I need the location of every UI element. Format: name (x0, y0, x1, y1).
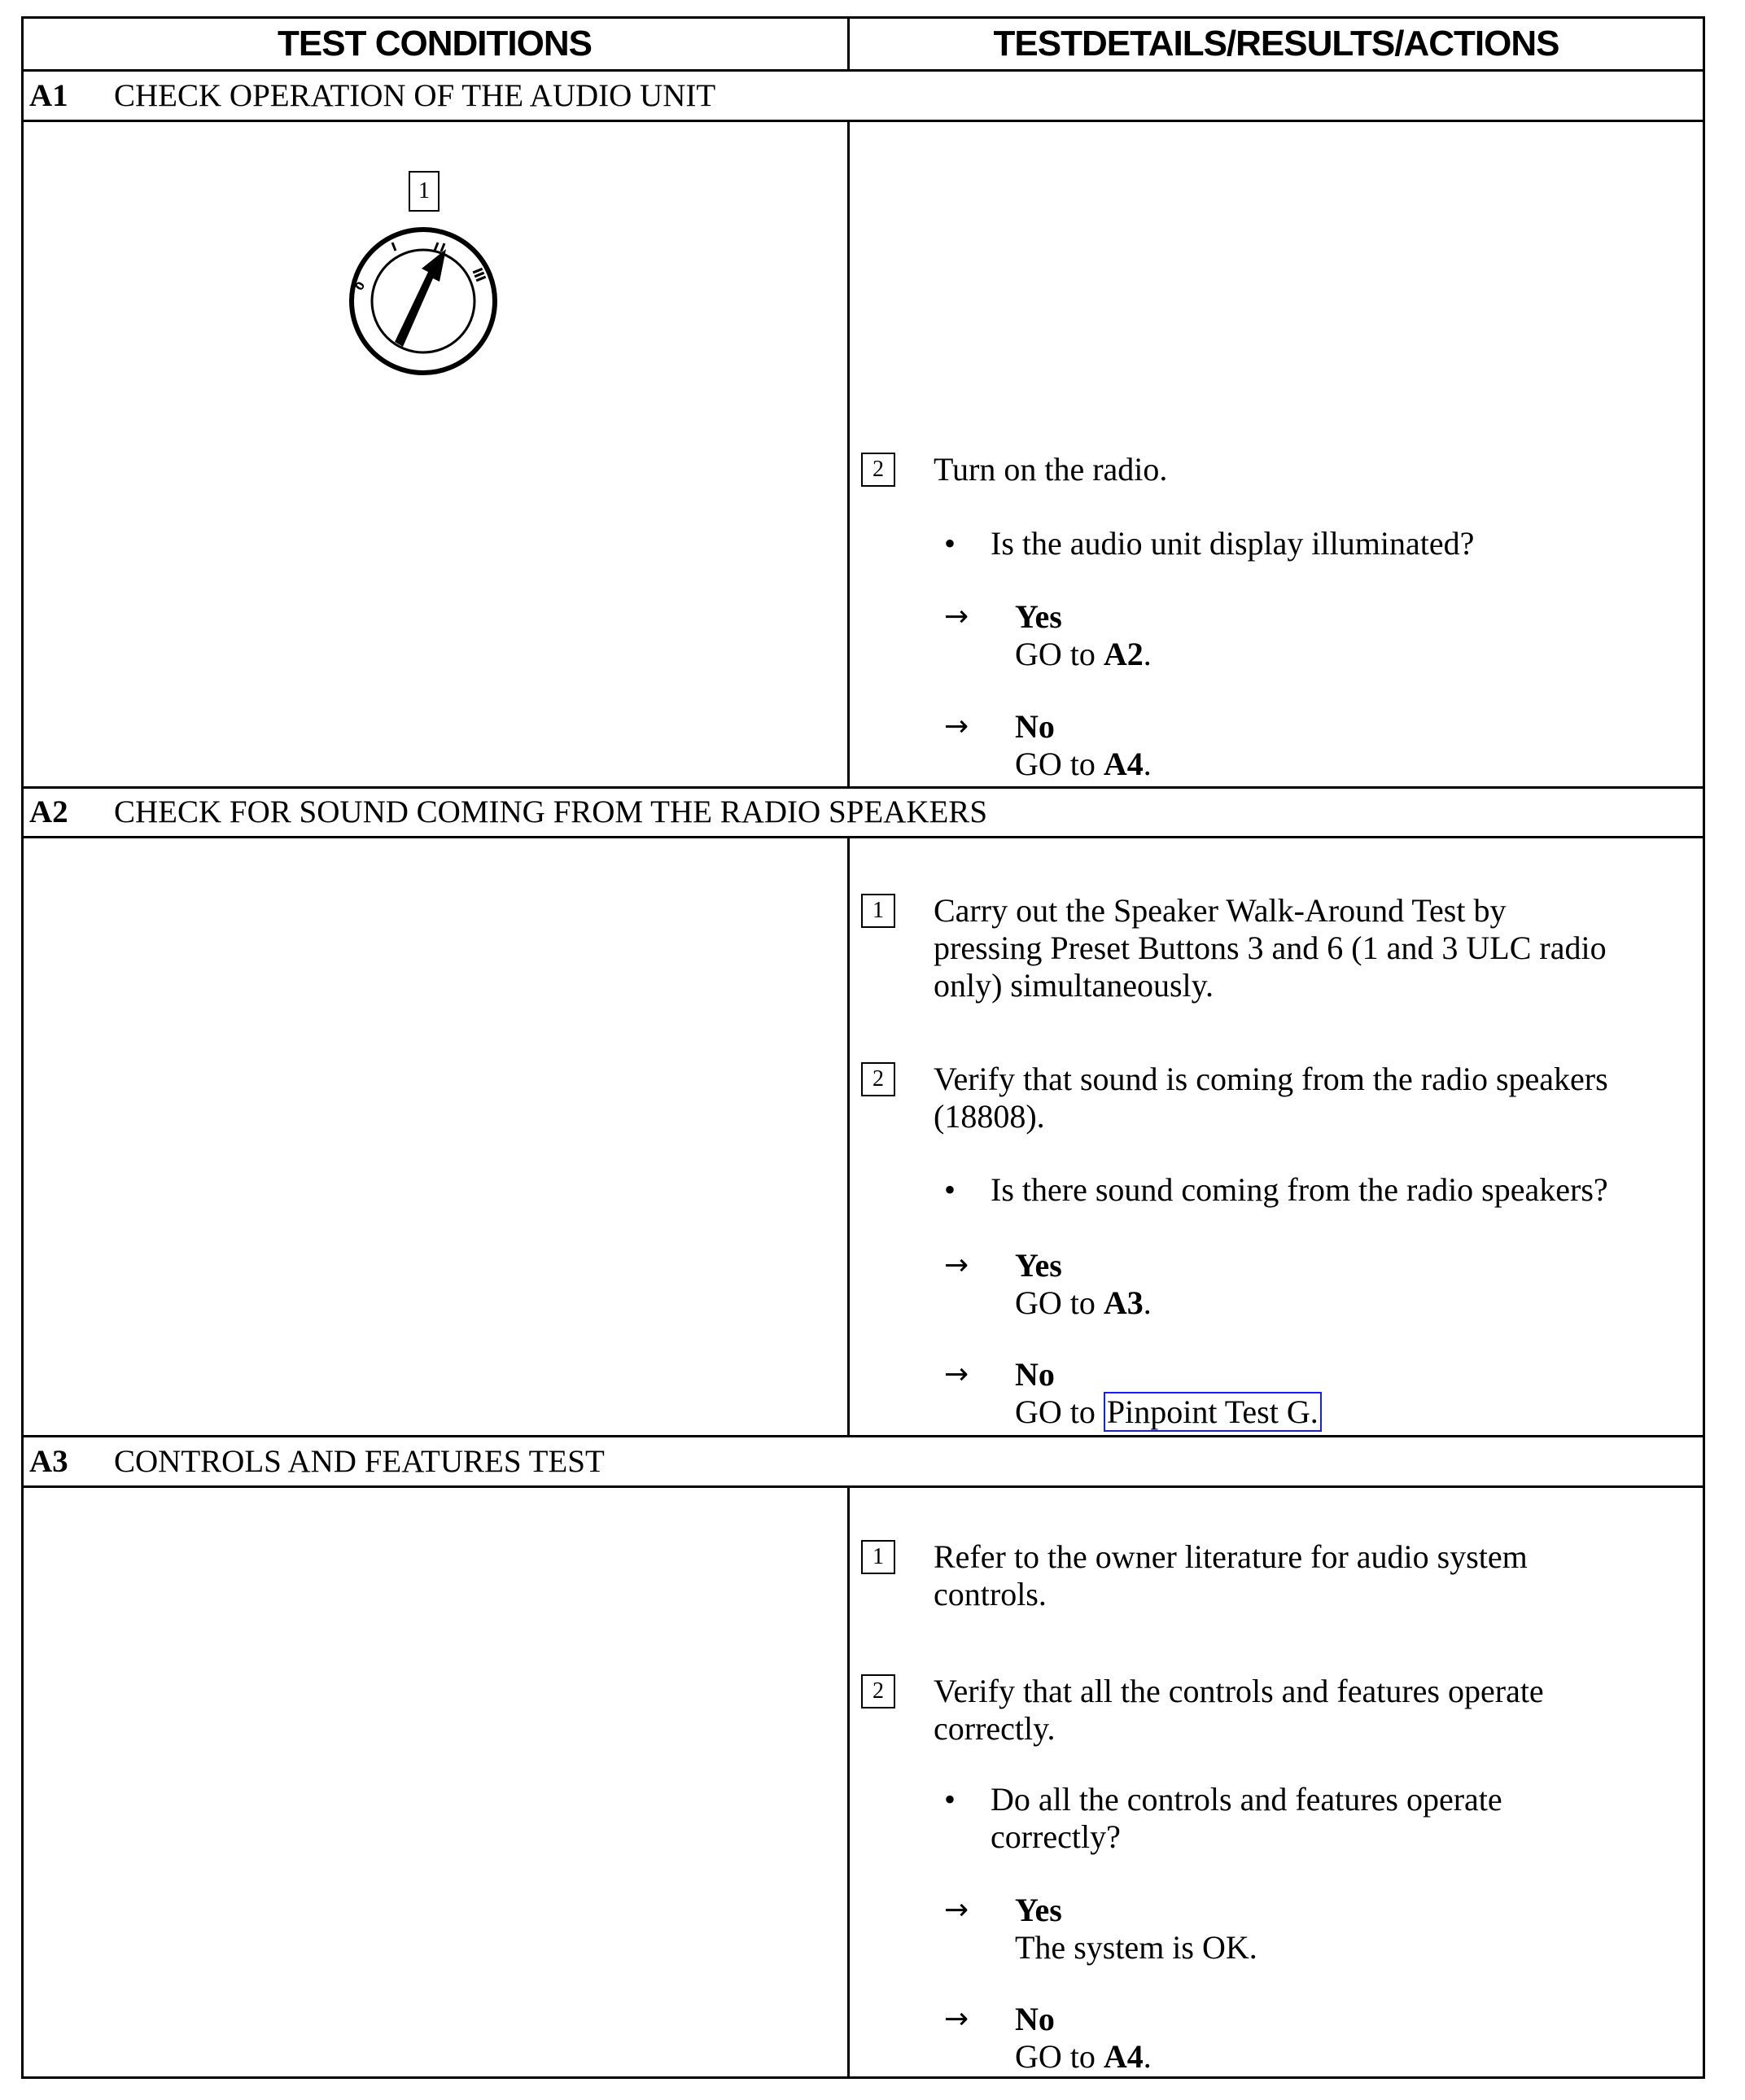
answer-no: No GO to A4. (1015, 708, 1152, 782)
question-text: Do all the controls and features operate correctly? (991, 1781, 1502, 1855)
table-border-bottom (21, 2076, 1704, 2079)
arrow-right-icon: → (944, 2002, 969, 2036)
column-divider (847, 1485, 850, 2078)
answer-yes: Yes The system is OK. (1015, 1892, 1257, 1966)
answer-no: No GO to Pinpoint Test G. (1015, 1356, 1322, 1431)
step-text: Verify that sound is coming from the radio speakers (18808). (934, 1061, 1608, 1135)
column-divider (847, 836, 850, 1436)
column-divider (847, 120, 850, 787)
section-title-a3: A3 CONTROLS AND FEATURES TEST (29, 1444, 605, 1479)
step-text: Verify that all the controls and features operate correctly. (934, 1673, 1544, 1747)
arrow-right-icon: → (944, 710, 969, 743)
header-test-details: TESTDETAILS/RESULTS/ACTIONS (993, 24, 1559, 63)
header-test-conditions: TEST CONDITIONS (278, 24, 592, 63)
question-text: Is the audio unit display illuminated? (991, 525, 1475, 562)
step-number-box: 1 (409, 171, 440, 212)
step-text: Refer to the owner literature for audio system controls. (934, 1538, 1528, 1612)
section-title-a1: A1 CHECK OPERATION OF THE AUDIO UNIT (29, 78, 716, 113)
step-number-box: 1 (861, 894, 895, 928)
pinpoint-test-g-link[interactable]: Pinpoint Test G. (1104, 1392, 1322, 1432)
table-border-left (21, 16, 24, 2079)
section-title-a2: A2 CHECK FOR SOUND COMING FROM THE RADIO SPEAKERS (29, 794, 988, 829)
ignition-switch-icon (342, 220, 505, 383)
arrow-right-icon: → (944, 1893, 969, 1927)
step-number-box: 2 (861, 453, 895, 487)
arrow-right-icon: → (944, 1249, 969, 1282)
arrow-right-icon: → (944, 600, 969, 633)
answer-no: No GO to A4. (1015, 2001, 1152, 2075)
position-iii-label: III (468, 265, 488, 284)
step-number-box: 2 (861, 1674, 895, 1708)
question-text: Is there sound coming from the radio speakers? (991, 1171, 1608, 1208)
step-text: Carry out the Speaker Walk-Around Test by pressing Preset Buttons 3 and 6 (1 and 3 ULC radio only) simultaneously. (934, 892, 1607, 1004)
step-number-box: 1 (861, 1540, 895, 1574)
step-text: Turn on the radio. (934, 451, 1168, 488)
arrow-right-icon: → (944, 1358, 969, 1391)
answer-yes: Yes GO to A3. (1015, 1247, 1152, 1321)
step-number-box: 2 (861, 1062, 895, 1096)
bullet-icon: • (944, 1171, 956, 1208)
answer-yes: Yes GO to A2. (1015, 598, 1152, 672)
table-border-right (1703, 16, 1705, 2079)
position-0-label: 0 (352, 279, 369, 293)
bullet-icon: • (944, 1781, 956, 1818)
bullet-icon: • (944, 525, 956, 562)
